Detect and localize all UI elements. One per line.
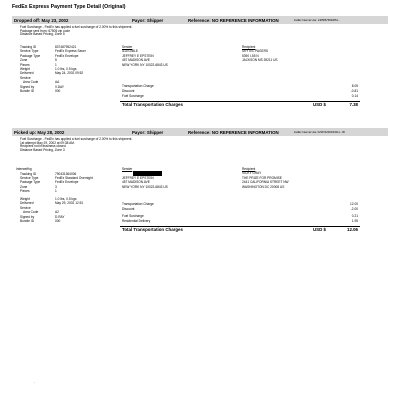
recipient-line: VICKY GRAY xyxy=(242,171,262,176)
charge-value: 0.14 xyxy=(351,94,358,98)
total-value: 7.38 xyxy=(349,101,358,107)
shipment-2-notes xyxy=(20,138,132,153)
charge-value: 0.21 xyxy=(351,214,358,218)
detail-value: FedEx Standard Overnight xyxy=(55,176,93,180)
charge-label: Transportation Charge xyxy=(122,202,154,206)
sender-line: JEFFREY E EPSTEIN xyxy=(122,53,154,58)
sender-line: JEFFREY E EPSTEIN xyxy=(122,175,154,180)
note-line: Recipient not in/business closed. xyxy=(20,144,67,149)
note-line: Fuel Surcharge - FedEx has applied a fuel surcharge of 2.00% to this shipment. xyxy=(20,137,133,141)
detail-value: 1 xyxy=(55,189,57,194)
page-title: FedEx Express Payment Type Detail (Original) xyxy=(12,4,126,10)
detail-label: Weight xyxy=(20,67,30,71)
detail-value: A2 xyxy=(55,210,59,215)
recipient-line: SKYTEL PAGERS xyxy=(242,49,269,54)
shipment-date: Picked up: May 28, 2002 xyxy=(14,129,65,135)
charge-value: 1.95 xyxy=(351,219,358,223)
note-line: Distance Based Pricing, Zone 5 xyxy=(20,32,65,37)
recipient-line: THE PRIZE FOR PROMISE xyxy=(242,175,282,180)
shipment-1-sender xyxy=(122,45,168,67)
detail-label: Service Type xyxy=(20,176,39,180)
detail-value: 5 xyxy=(55,58,57,63)
reference: Reference: NO REFERENCE INFORMATION xyxy=(188,17,279,23)
detail-label: Service xyxy=(20,75,31,80)
detail-value: V.DAY xyxy=(55,84,65,89)
detail-value: 837487952421 xyxy=(55,45,77,49)
charge-label: Discount xyxy=(122,207,135,211)
interweigh-label: Interweifhg xyxy=(16,167,32,171)
detail-label: Signed by xyxy=(20,214,35,219)
sender-line: NEW YORK NY 10022-6843 US xyxy=(122,62,168,67)
sender-heading: Sender xyxy=(122,45,133,49)
detail-label: Weight xyxy=(20,197,30,201)
charge-value: 12.00 xyxy=(350,202,358,206)
note-line: 1st attempt May 29, 2002 at 09:38 AM. xyxy=(20,140,75,145)
detail-value: 790431364006 xyxy=(55,171,77,176)
detail-value: 000 xyxy=(55,89,61,93)
detail-value: 3 xyxy=(55,184,57,189)
payer: Payor: Shipper xyxy=(132,129,164,135)
note-line: Package sent from: 67505 zip code xyxy=(20,28,70,33)
detail-label: Package Type xyxy=(20,180,41,185)
detail-label: Package Type xyxy=(20,53,41,58)
recipient-heading: Recipient xyxy=(242,45,256,49)
payer: Payor: Shipper xyxy=(132,17,164,23)
recipient-heading: Recipient xyxy=(242,167,256,171)
recipient-line: 5390 I-55 N xyxy=(242,53,259,58)
detail-value: FedEx Envelope xyxy=(55,53,79,58)
redaction-block xyxy=(133,171,162,176)
note-line: Distance Based Pricing, Zone 3 xyxy=(20,148,65,153)
note-line: Fuel Surcharge - FedEx has applied a fuel surcharge of 2.00% to this shipment. xyxy=(20,25,133,29)
footer-mark: . xyxy=(34,379,36,384)
detail-label: Tracking ID xyxy=(20,45,37,49)
shipment-2-header xyxy=(12,128,388,136)
detail-label: Zone xyxy=(20,184,28,189)
detail-label: Delivered xyxy=(20,71,34,76)
detail-label: Area Code xyxy=(23,80,39,85)
sender-line: NEW YORK NY 10022-6843 US xyxy=(122,184,168,189)
detail-value: AA xyxy=(55,80,60,85)
shipment-1-recipient xyxy=(242,45,278,63)
recipient-line: JACKSON MS 39211 US xyxy=(242,58,278,63)
detail-value: 1.0 lbs, 0.5 kgs xyxy=(55,67,77,71)
detail-label: Service Type xyxy=(20,49,39,54)
charge-label: Discount xyxy=(122,89,135,93)
detail-label: Bundle ID xyxy=(20,89,34,93)
total-label: Total Transportation Charges xyxy=(122,101,183,107)
detail-label: Area Code xyxy=(23,210,39,215)
detail-value: 000 xyxy=(55,219,61,223)
detail-value: May 24, 2002 09:52 xyxy=(55,71,84,76)
internal-use: FedEx Internal Use: 14058676690651... xyxy=(294,18,340,22)
sender-heading: Sender xyxy=(122,167,133,171)
detail-value: D.RAY xyxy=(55,214,65,219)
charge-value: 8.05 xyxy=(351,84,358,88)
detail-label: Delivered xyxy=(20,201,34,206)
detail-label: Signed by xyxy=(20,84,35,89)
detail-value: FedEx Envelope xyxy=(55,180,79,185)
sender-line: 457 MADISON AVE xyxy=(122,180,150,185)
shipment-2-recipient xyxy=(242,167,289,189)
sender-line: ILLEGIBLE xyxy=(122,49,138,54)
reference: Reference: NO REFERENCE INFORMATION xyxy=(188,129,279,135)
detail-label: Bundle ID xyxy=(20,219,34,223)
charge-value: -0.81 xyxy=(350,89,358,93)
detail-label: Zone xyxy=(20,58,28,63)
charge-label: Residential Delivery xyxy=(122,219,151,223)
detail-label: Pieces xyxy=(20,189,30,194)
shipment-1-header xyxy=(12,16,388,24)
total-currency: USD $ xyxy=(313,227,326,232)
detail-label: Tracking ID xyxy=(20,171,37,176)
shipment-1-notes xyxy=(20,26,132,37)
recipient-line: WASHINGTON DC 20008 US xyxy=(242,184,285,189)
detail-value: FedEx Express Saver xyxy=(55,49,86,54)
detail-label: Service xyxy=(20,205,31,210)
charge-label: Fuel Surcharge xyxy=(122,94,144,98)
total-label: Total Transportation Charges xyxy=(122,227,183,232)
detail-label: Pieces xyxy=(20,62,30,67)
detail-value: 1 xyxy=(55,62,57,67)
total-value: 12.06 xyxy=(347,227,358,232)
charge-label: Transportation Charge xyxy=(122,84,154,88)
charge-label: Fuel Surcharge xyxy=(122,214,144,218)
recipient-line: 2441 CALIFORNIA STREET NW xyxy=(242,180,289,185)
total-currency: USD $ xyxy=(313,101,326,107)
charge-value: -2.00 xyxy=(350,207,358,211)
internal-use: FedEx Internal Use: 0236742064/03211...06 xyxy=(294,130,345,134)
shipment-date: Dropped off: May 23, 2002 xyxy=(14,17,69,23)
sender-line: 457 MADISON AVE xyxy=(122,58,150,63)
detail-value: May 29, 2002 12:51 xyxy=(55,201,84,206)
detail-value: 1.0 lbs, 0.5 kgs xyxy=(55,197,77,201)
